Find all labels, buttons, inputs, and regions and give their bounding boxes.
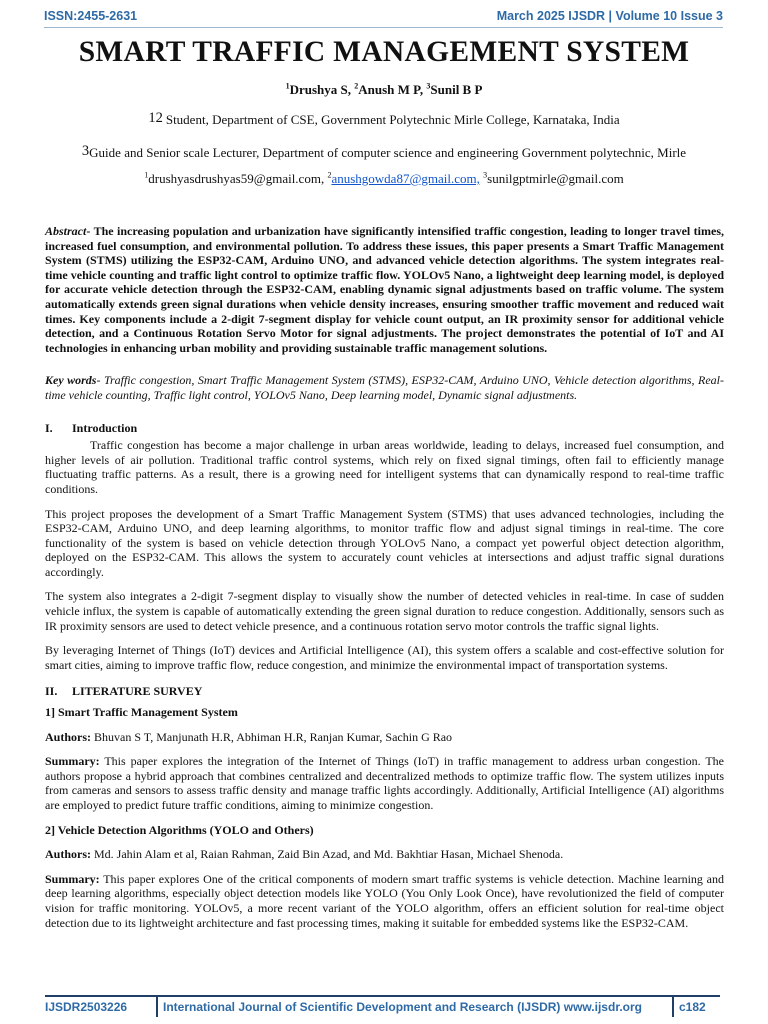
author-list bbox=[0, 82, 768, 98]
footer-divider bbox=[45, 995, 720, 997]
email-1-mark: 1 bbox=[144, 170, 149, 180]
summary-label: Summary: bbox=[45, 754, 100, 769]
email-3-mark: 3 bbox=[483, 170, 488, 180]
footer-separator bbox=[156, 997, 158, 1017]
paper-title: SMART TRAFFIC MANAGEMENT SYSTEM bbox=[78, 36, 690, 68]
abstract bbox=[45, 224, 724, 355]
author-3: Sunil B P bbox=[430, 82, 483, 97]
survey-summary bbox=[45, 872, 724, 930]
affiliation-1-text: Student, Department of CSE, Government Polytechnic Mirle College, Karnataka, India bbox=[165, 112, 620, 127]
author-1: Drushya S, bbox=[289, 82, 355, 97]
paper-id: IJSDR2503226 bbox=[45, 1000, 128, 1014]
section-heading-literature bbox=[45, 684, 724, 699]
paragraph: The system also integrates a 2-digit 7-segment display to visually show the number of detected vehicles in real-time. In case of sudden vehicle influx, the system is capable of automatically extending the green signal duration to reduce congestion. Additionally, sensors such as IR proximity sensors are used to detect vehicle presence, and a continuous rotation servo motor controls the traffic signal lights. bbox=[45, 589, 724, 633]
survey-authors bbox=[45, 847, 724, 862]
issue-label: March 2025 IJSDR | Volume 10 Issue 3 bbox=[496, 9, 723, 23]
keywords bbox=[45, 373, 724, 402]
page-number: c182 bbox=[679, 1000, 706, 1014]
authors-label: Authors: bbox=[45, 847, 92, 862]
affiliation-2-mark: 3 bbox=[81, 143, 90, 159]
survey-item-title: 2] Vehicle Detection Algorithms (YOLO and Others) bbox=[45, 822, 314, 837]
keywords-label: Key words bbox=[45, 373, 97, 388]
issn-label: ISSN:2455-2631 bbox=[44, 9, 138, 23]
affiliation-1-mark: 12 bbox=[148, 110, 163, 126]
section-heading-introduction bbox=[45, 421, 724, 436]
email-1: drushyasdrushyas59@gmail.com, bbox=[148, 171, 328, 186]
header-divider bbox=[44, 27, 723, 28]
survey-authors bbox=[45, 730, 724, 745]
author-2: Anush M P, bbox=[358, 82, 427, 97]
survey-item-title: 1] Smart Traffic Management System bbox=[45, 705, 238, 720]
section-number: I. bbox=[45, 420, 53, 435]
running-header bbox=[44, 9, 723, 25]
authors-text: Md. Jahin Alam et al, Raian Rahman, Zaid Bin Azad, and Md. Bakhtiar Hasan, Michael Shenoda. bbox=[91, 847, 564, 862]
paragraph: Traffic congestion has become a major challenge in urban areas worldwide, leading to delays, increased fuel consumption, and higher levels of air pollution. Traditional traffic control systems, which rely on fixed signal timings, often fail to efficiently manage fluctuating traffic patterns. As a result, there is a growing need for intelligent systems that can dynamically respond to real-time traffic conditions. bbox=[45, 438, 724, 496]
author-3-mark: 3 bbox=[426, 81, 431, 91]
summary-text: This paper explores One of the critical components of modern smart traffic systems is vehicle detection. Machine learning and deep learning algorithms, especially object detection models like YOLO (You Only Look Once), have revolutionized the field of computer vision for traffic monitoring. YOLOv5, a more recent variant of the YOLO algorithm, offers an efficient solution for real-time object detection due to its lightweight architecture and fast processing times, making it suitable for embedded systems like the ESP32-CAM. bbox=[45, 871, 724, 930]
footer-separator bbox=[672, 997, 674, 1017]
summary-label: Summary: bbox=[45, 871, 100, 886]
keywords-text: - Traffic congestion, Smart Traffic Management System (STMS), ESP32-CAM, Arduino UNO, Vehicle detection algorithms, Real-time vehicle counting, Traffic light control, YOLOv5 Nano, Deep learning model, Dynamic signal adjustments. bbox=[45, 373, 724, 402]
summary-text: This paper explores the integration of the Internet of Things (IoT) in traffic management to address urban congestion. The authors propose a hybrid approach that combines centralized and decentralized methods to optimize traffic flow. The system utilizes inputs from cameras and sensors to assess traffic density and manage traffic lights accordingly. Additionally, Artificial Intelligence (AI) algorithms are employed to predict future traffic conditions, aiming to minimize congestion. bbox=[45, 754, 724, 812]
abstract-text: - The increasing population and urbanization have significantly intensified traffic congestion, leading to longer travel times, increased fuel consumption, and environmental pollution. To address these issues, this paper presents a Smart Traffic Management System (STMS) utilizing the ESP32-CAM, Arduino UNO, and advanced vehicle detection algorithms. The system integrates real-time vehicle counting and traffic light control to optimize traffic flow. YOLOv5 Nano, a lightweight deep learning model, is deployed for accurate vehicle detection through the ESP32-CAM, enabling dynamic signal adjustments based on traffic volume. The system automatically extends green signal durations when vehicle density increases, ensuring smoother traffic movement and reduced wait times. Key components include a 2-digit 7-segment display for vehicle count output, an IR proximity sensor for additional vehicle detection, and a Continuous Rotation Servo Motor for signal adjustments. The project demonstrates the potential of IoT and AI technologies in enhancing urban mobility and providing sustainable traffic management solutions. bbox=[45, 224, 724, 355]
affiliation-2-text: Guide and Senior scale Lecturer, Department of computer science and engineering Government polytechnic, Mirle bbox=[89, 145, 687, 160]
email-2-link[interactable]: anushgowda87@gmail.com, bbox=[331, 171, 480, 186]
paragraph: By leveraging Internet of Things (IoT) devices and Artificial Intelligence (AI), this system offers a scalable and cost-effective solution for smart cities, aiming to improve traffic flow, reduce congestion, and minimize the environmental impact of transportation systems. bbox=[45, 643, 724, 672]
authors-text: Bhuvan S T, Manjunath H.R, Abhiman H.R, Ranjan Kumar, Sachin G Rao bbox=[91, 729, 453, 744]
author-2-mark: 2 bbox=[354, 81, 359, 91]
author-1-mark: 1 bbox=[285, 81, 290, 91]
authors-label: Authors: bbox=[45, 729, 92, 744]
survey-summary bbox=[45, 754, 724, 812]
email-list bbox=[0, 171, 768, 187]
email-2-mark: 2 bbox=[327, 170, 332, 180]
abstract-label: Abstract bbox=[45, 224, 87, 238]
affiliation-2 bbox=[0, 143, 768, 161]
paper-body bbox=[45, 224, 724, 930]
running-footer bbox=[45, 995, 720, 1017]
section-title: LITERATURE SURVEY bbox=[72, 684, 203, 699]
email-3: sunilgptmirle@gmail.com bbox=[487, 171, 624, 186]
section-title: Introduction bbox=[72, 420, 138, 435]
affiliation-1 bbox=[0, 110, 768, 128]
paragraph: This project proposes the development of a Smart Traffic Management System (STMS) that uses advanced technologies, including the ESP32-CAM, Arduino UNO, and deep learning algorithms, to monitor traffic flow and adjust signal timings in real-time. The core functionality of the system is based on vehicle detection through YOLOv5 Nano, a compact yet powerful object detection algorithm, deployed on the ESP32-CAM. This allows the system to accurately count vehicles at intersections and adjust traffic signal durations accordingly. bbox=[45, 506, 724, 579]
section-number: II. bbox=[45, 684, 58, 699]
journal-name: International Journal of Scientific Development and Research (IJSDR) www.ijsdr.org bbox=[163, 1000, 642, 1014]
